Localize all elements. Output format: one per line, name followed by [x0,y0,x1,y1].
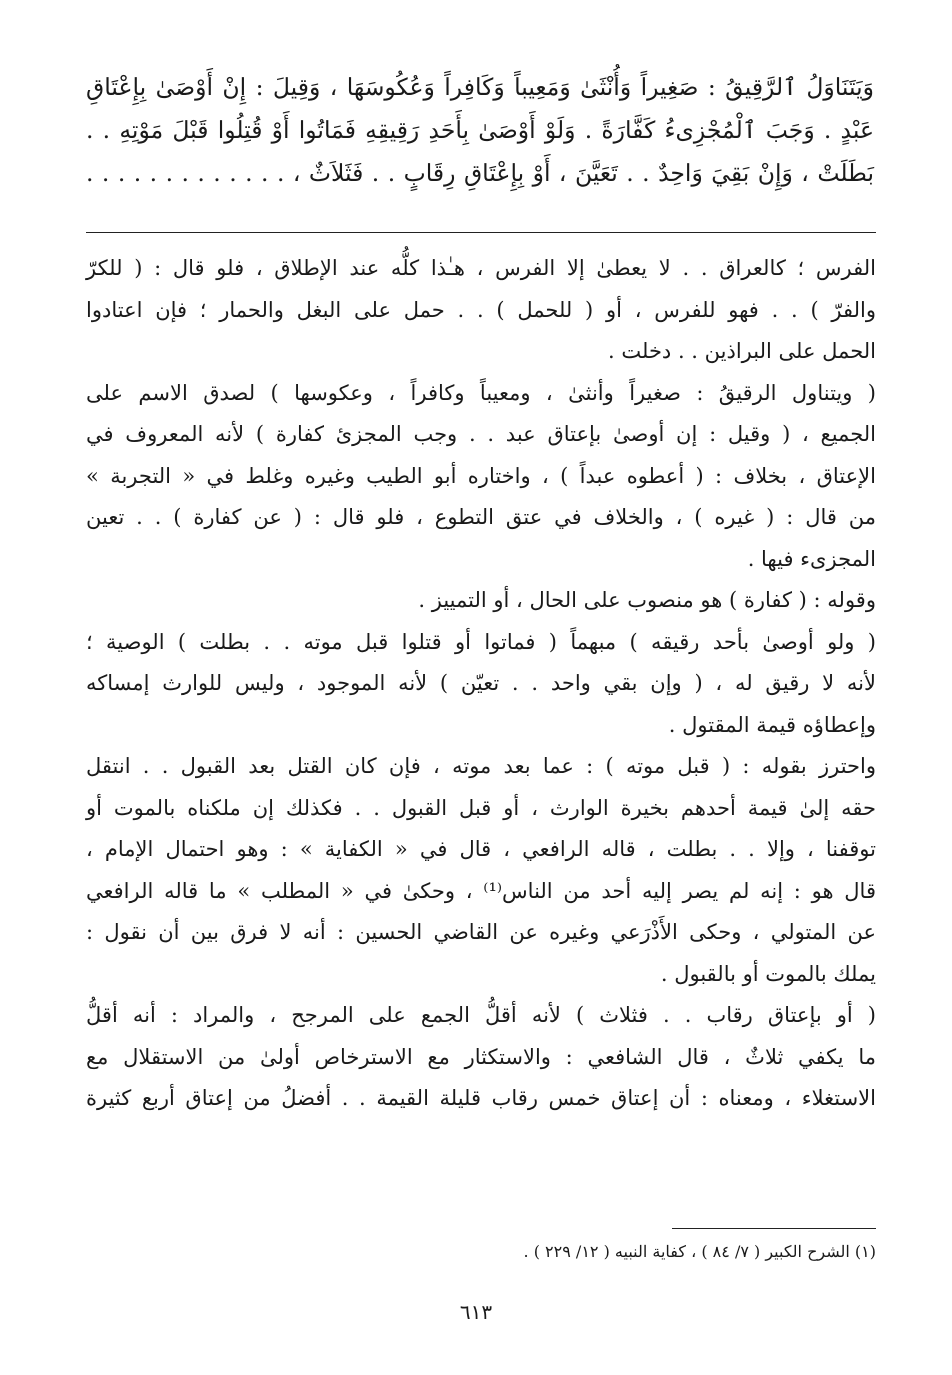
commentary-paragraph [86,746,876,995]
commentary-line: ( ويتناول الرقيقُ : صغيراً وأنثىٰ ، ومعيباً وكافراً ، وعكوسها ) لصدق الاسم على [86,380,876,405]
commentary-line: الاستغلاء ، ومعناه : أن إعتاق خمس رقاب قليلة القيمة . . أفضلُ من إعتاق أربع كثيرة [86,1086,876,1110]
commentary-paragraph [86,248,876,373]
separator-rule [86,232,876,233]
matn-line: وَيَتَنَاوَلُ ٱلرَّقِيقُ : صَغِيراً وَأُنْثَىٰ وَمَعِيباً وَكَافِراً وَعُكُوسَهَا ، وَقِيلَ : إِنْ أَوْصَىٰ بِإِعْتَاقِ [86,73,874,101]
commentary-paragraph [86,995,876,1120]
matn-line: بَطَلَتْ ، وَإِنْ بَقِيَ وَاحِدٌ . . تَعَيَّنَ ، أَوْ بِإِعْتَاقِ رِقَابٍ . . فَثَلاَثٌ ، . . . . . . . . . . . . . [86,159,874,187]
commentary-line: توقفنا ، وإلا . . بطلت ، قاله الرافعي ، قال في « الكفاية » : وهو احتمال الإمام ، [86,837,876,861]
commentary-line: من قال : ( غيره ) ، والخلاف في عتق التطوع ، فلو قال : ( عن كفارة ) . . تعين [86,505,876,529]
footnote-separator [672,1228,876,1229]
commentary-paragraph [86,622,876,747]
page-number: ٦١٣ [459,1300,493,1324]
commentary-line: الفرس ؛ كالعراق . . لا يعطىٰ إلا الفرس ، هـٰذا كلُّه عند الإطلاق ، فلو قال : ( للكرّ [86,256,876,280]
commentary-line: وإعطاؤه قيمة المقتول . [668,712,876,737]
main-text-matn [86,66,874,195]
commentary-paragraph [86,373,876,581]
footnote: (١) الشرح الكبير ( ٧/ ٨٤ ) ، كفاية النبيه ( ١٢/ ٢٢٩ ) . [523,1242,876,1261]
commentary-line: ( ولو أوصىٰ بأحد رقيقه ) مبهماً ( فماتوا أو قتلوا قبل موته . . بطلت ) الوصية ؛ [86,629,876,654]
commentary-line: والفرّ ) . . فهو للفرس ، أو ( للحمل ) . . حمل على البغل والحمار ؛ فإن اعتادوا [86,297,876,322]
commentary-line: واحترز بقوله : ( قبل موته ) : عما بعد موته ، فإن كان القتل بعد القبول . . انتقل [86,754,876,778]
commentary-line: الإعتاق ، بخلاف : ( أعطوه عبداً ) ، واختاره أبو الطيب وغيره وغلط في « التجربة » [86,463,876,488]
commentary-line: الجميع ، ( وقيل : إن أوصىٰ بإعتاق عبد . . وجب المجزئ كفارة ) لأنه المعروف في [86,422,876,446]
commentary-line: وقوله : ( كفارة ) هو منصوب على الحال ، أو التمييز . [418,588,876,612]
commentary-line: لأنه لا رقيق له ، ( وإن بقي واحد . . تعيّن ) لأنه الموجود ، وليس للوارث إمساكه [86,671,876,695]
commentary-line: المجزىء فيها . [747,546,876,571]
commentary-paragraph [86,580,876,622]
commentary-line: يملك بالموت أو بالقبول . [660,961,876,986]
commentary-line: قال هو : إنه لم يصر إليه أحد من الناس⁽¹⁾ ، وحكىٰ في « المطلب » ما قاله الرافعي [86,878,876,903]
matn-line: عَبْدٍ . وَجَبَ ٱلْمُجْزِىءُ كَفَّارَةً . وَلَوْ أَوْصَىٰ بِأَحَدِ رَقِيقِهِ فَمَاتُوا أَوْ قُتِلُوا قَبْلَ مَوْتِهِ . . [86,116,874,144]
commentary-line: ( أو بإعتاق رقاب . . فثلاث ) لأنه أقلُّ الجمع على المرجح ، والمراد : أنه أقلُّ [86,1003,876,1027]
commentary-line: ما يكفي ثلاثٌ ، قال الشافعي : والاستكثار مع الاسترخاص أولىٰ من الاستقلال مع [86,1044,876,1069]
commentary-line: عن المتولي ، وحكى الأَذْرَعي وغيره عن القاضي الحسين : أنه لا فرق بين أن نقول : [86,920,876,944]
commentary-line: حقه إلىٰ قيمة أحدهم بخيرة الوارث ، أو قبل القبول . . فكذلك إن ملكناه بالموت أو [86,795,876,820]
commentary-line: الحمل على البراذين . . دخلت . [608,339,876,363]
commentary-text [86,248,876,1120]
